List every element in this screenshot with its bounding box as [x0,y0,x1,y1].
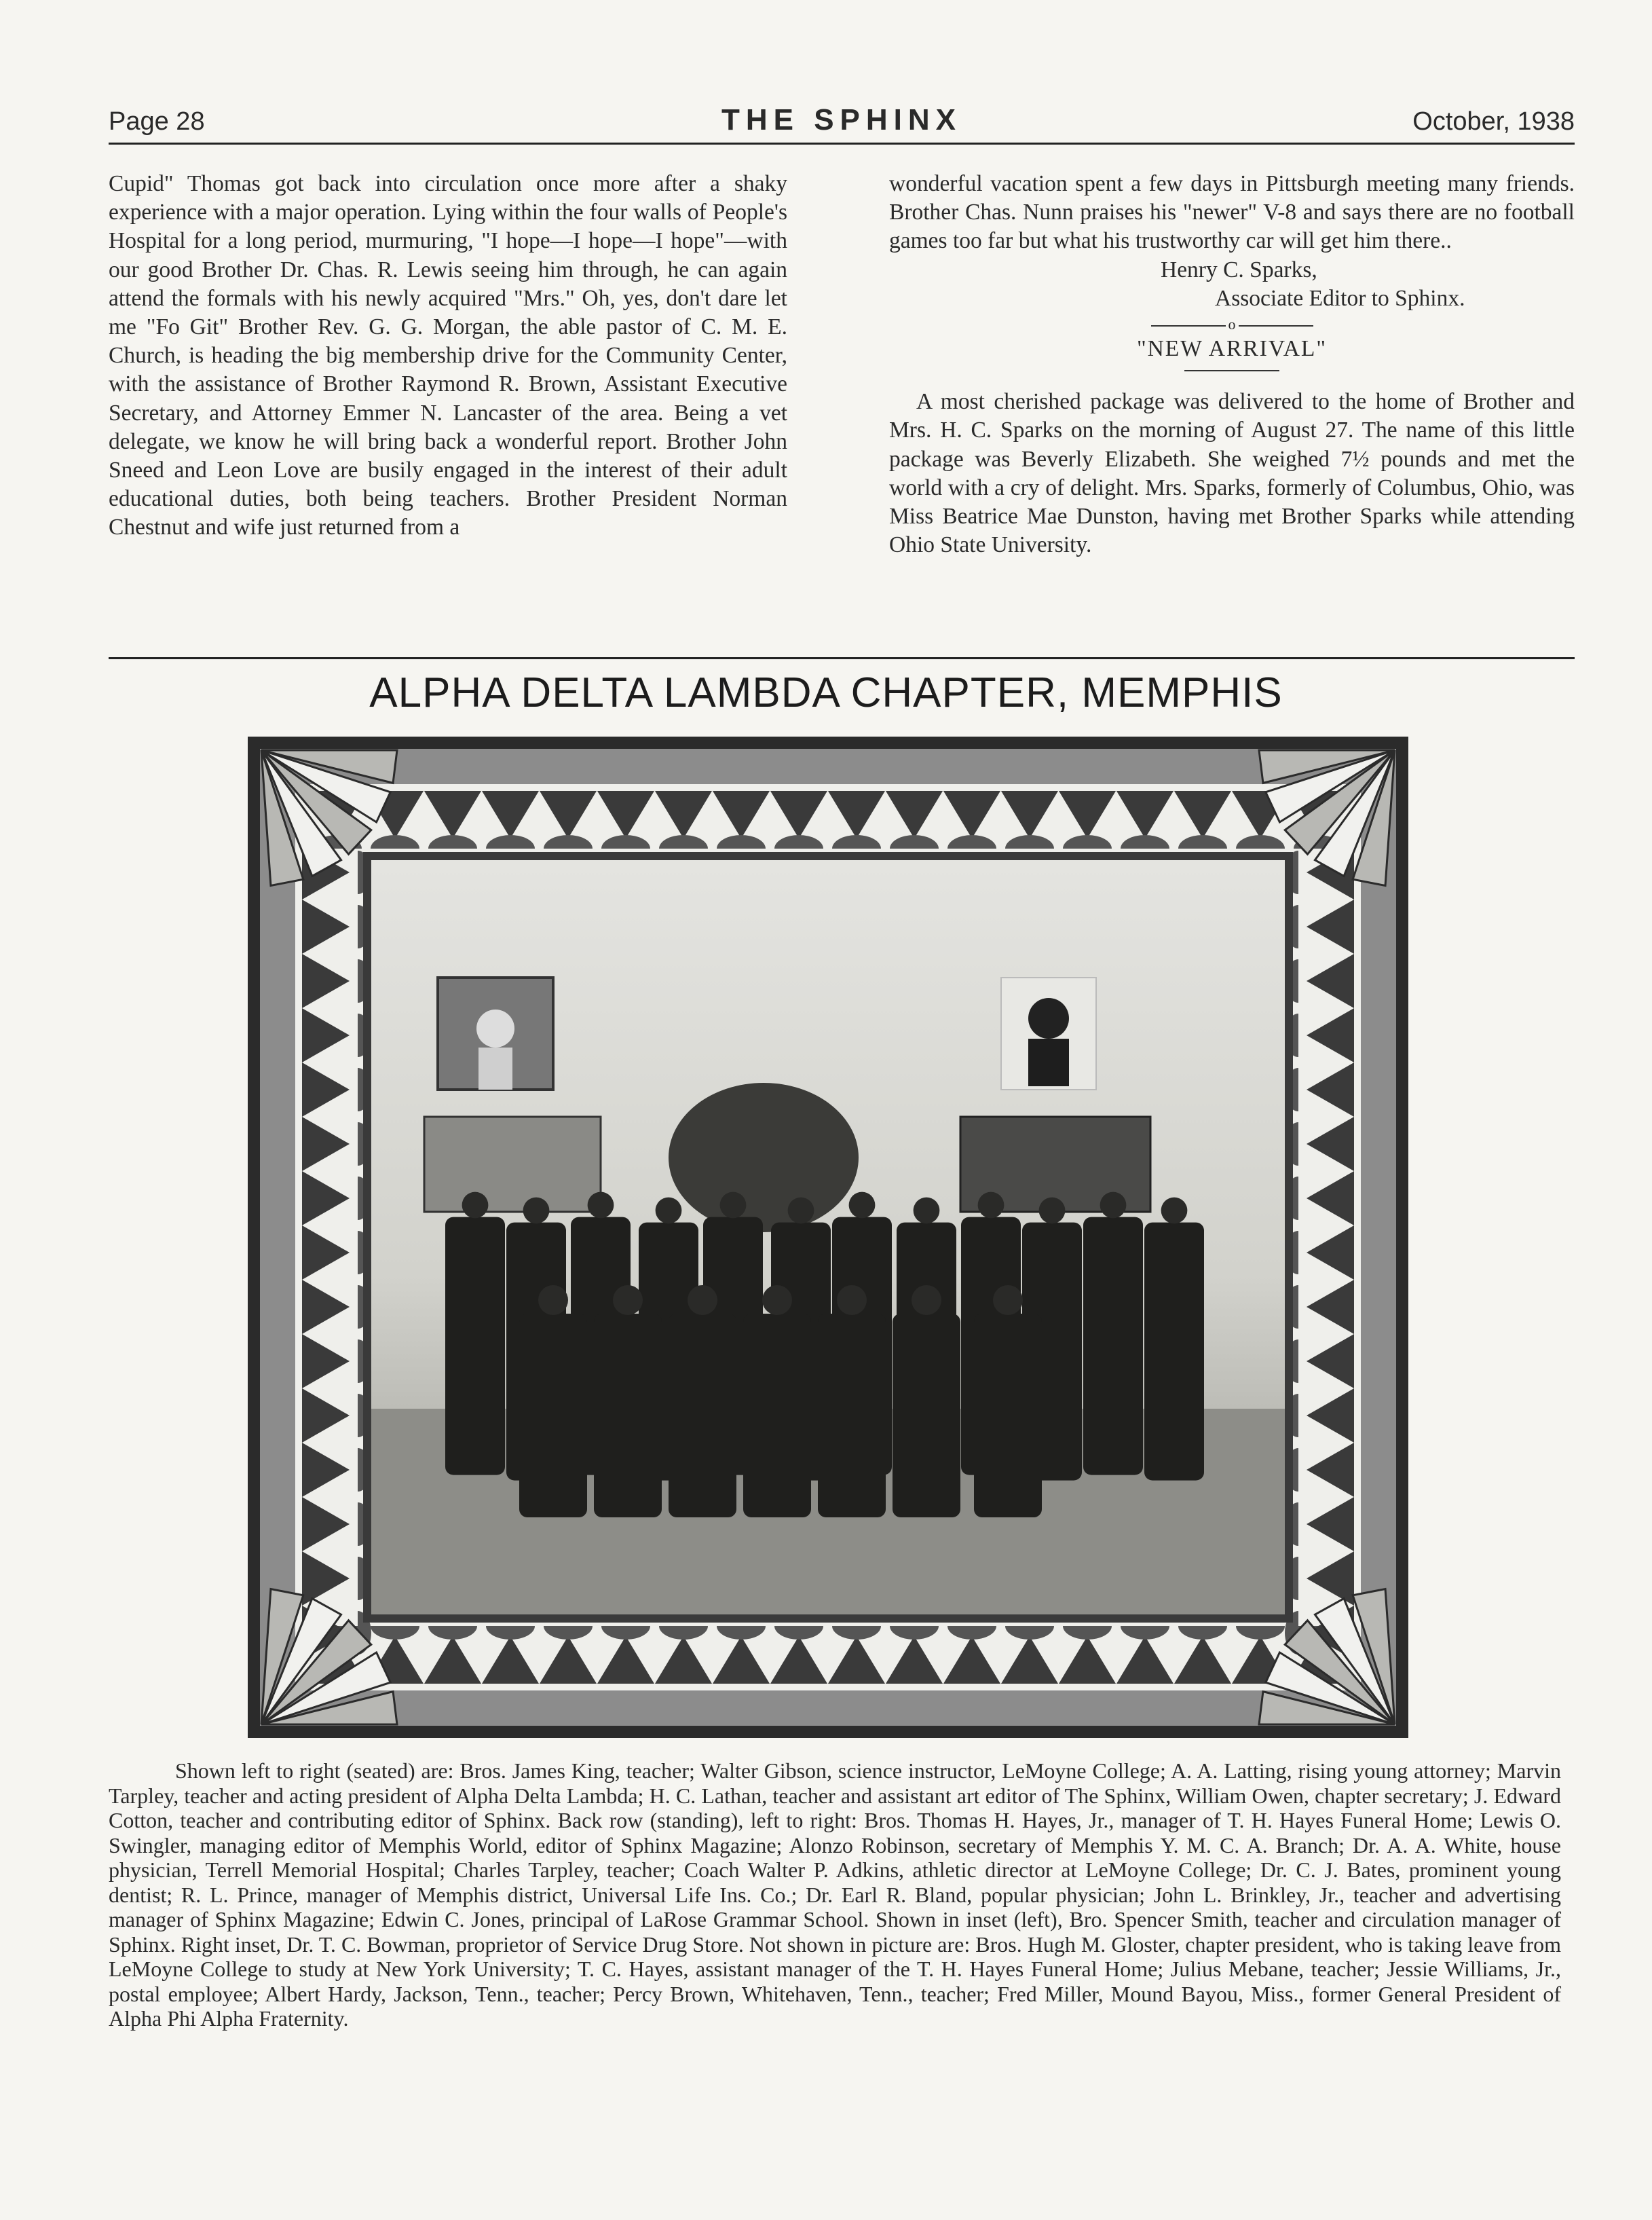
seated-member-head [762,1285,792,1315]
seated-member [519,1314,587,1517]
seated-member [893,1314,960,1517]
issue-date: October, 1938 [1412,107,1575,136]
standing-member-head [849,1192,876,1219]
seated-member-head [538,1285,568,1315]
seated-member [974,1314,1042,1517]
seated-member [818,1314,886,1517]
group-photo-frame [248,737,1408,1738]
inset-right-portrait [1028,998,1069,1039]
new-arrival-text: A most cherished package was delivered to the home of Brother and Mrs. H. C. Sparks on the morning of August 27. The name of this little package was Beverly Elizabeth. She weighed 7½ pounds and met the world with a cry of delight. Mrs. Sparks, formerly of Columbus, Ohio, was Miss Beatrice Mae Dunston, having met Brother Sparks while attending Ohio State University. [889,389,1575,558]
page-number: Page 28 [109,107,205,136]
standing-member [445,1217,505,1475]
signature-name: Henry C. Sparks, [1161,257,1317,282]
caption-text: Shown left to right (seated) are: Bros. James King, teacher; Walter Gibson, science instructor, LeMoyne College; A. A. Latting, rising young attorney; Marvin Tarpley, teacher and acting president of Alpha Delta Lambda; H. C. Lathan, teacher and assistant art editor of The Sphinx, William Owen, chapter secretary; J. Edward Cotton, teacher and contributing editor of Sphinx. Back row (standing), left to right: Bros. Thomas H. Hayes, Jr., manager of T. H. Hayes Funeral Home; Lewis O. Swingler, managing editor of Memphis World, editor of Sphinx Magazine; Alonzo Robinson, secretary of Memphis Y. M. C. A. Branch; Dr. A. A. White, house physician, Terrell Memorial Hospital; Charles Tarpley, teacher; Coach Walter P. Adkins, athletic director at LeMoyne College; Dr. C. J. Bates, prominent young dentist; R. L. Prince, manager of Memphis district, Universal Life Ins. Co.; Dr. Earl R. Bland, popular physician; John L. Brinkley, Jr., teacher and advertising manager of Sphinx Magazine; Edwin C. Jones, principal of LaRose Grammar School. Shown in inset (left), Bro. Spencer Smith, teacher and circulation manager of Sphinx. Right inset, Dr. T. C. Bowman, proprietor of Service Drug Store. Not shown in picture are: Bros. Hugh M. Gloster, chapter president, who is taking leave from LeMoyne College to study at New York University; T. C. Hayes, assistant manager of the T. H. Hayes Funeral Home; Julius Mebane, teacher; Jessie Williams, Jr., postal employee; Albert Hardy, Jackson, Tenn., teacher; Percy Brown, Whitehaven, Tenn., teacher; Fred Miller, Mound Bayou, Miss., former General President of Alpha Phi Alpha Fraternity. [109,1758,1561,2031]
seated-member-head [993,1285,1023,1315]
signature-title: Associate Editor to Sphinx. [1215,285,1465,311]
standing-member-head [788,1198,814,1224]
seated-member-head [613,1285,643,1315]
seated-member [594,1314,662,1517]
standing-member-head [462,1192,489,1219]
section-divider [109,657,1575,659]
standing-member-head [914,1198,940,1224]
standing-member-head [720,1192,747,1219]
separator-mark: o [1228,316,1236,333]
left-column-text: Cupid" Thomas got back into circulation once more after a shaky experience with a major operation. Lying within the four walls of People's Hospital for a long period, murmuring, "I hope—I hope—I hope"—with our good Brother Dr. Chas. R. Lewis seeing him through, he can again attend the formals with his newly acquired "Mrs." Oh, yes, don't dare let me "Fo Git" Brother Rev. G. G. Morgan, the able pastor of C. M. E. Church, is heading the big membership drive for the Community Center, with the assistance of Brother Raymond R. Brown, Assistant Executive Secretary, and Attorney Emmer N. Lancaster of the area. Being a vet delegate, we know he will bring back a wonderful report. Brother John Sneed and Leon Love are busily engaged in the interest of their adult educational duties, both being teachers. Brother President Norman Chestnut and wife just returned from a [109,171,787,540]
section-separator [889,314,1575,335]
seated-member [743,1314,811,1517]
group-members [445,1192,1204,1517]
standing-member-head [523,1198,550,1224]
seated-member-head [837,1285,867,1315]
shrub [669,1083,859,1232]
standing-member-head [588,1192,614,1219]
standing-member [1083,1217,1143,1475]
standing-member-head [978,1192,1005,1219]
standing-member-head [1100,1192,1127,1219]
left-column [109,170,787,542]
inset-left-portrait [476,1010,514,1048]
standing-member-head [1161,1198,1188,1224]
photo-caption [109,1758,1561,2031]
inset-left-figure [478,1048,512,1090]
page-header [109,102,1575,145]
inset-right-figure [1028,1039,1069,1086]
right-column [889,170,1575,559]
seated-member-head [912,1285,941,1315]
photo-headline: ALPHA DELTA LAMBDA CHAPTER, MEMPHIS [369,669,1283,716]
seated-member-head [688,1285,717,1315]
heading-rule [1184,370,1279,371]
standing-member-head [1039,1198,1066,1224]
building-window-left [424,1117,601,1212]
publication-title: THE SPHINX [721,103,962,136]
seated-member [669,1314,736,1517]
group-photo [248,737,1408,1738]
new-arrival-heading: "NEW ARRIVAL" [1136,336,1328,362]
standing-member-head [656,1198,682,1224]
right-column-text: wonderful vacation spent a few days in Pittsburgh meeting many friends. Brother Chas. Nunn praises his "newer" V-8 and says there are no football games too far but what his trustworthy car will get him there.. [889,171,1575,254]
standing-member [1144,1223,1204,1481]
